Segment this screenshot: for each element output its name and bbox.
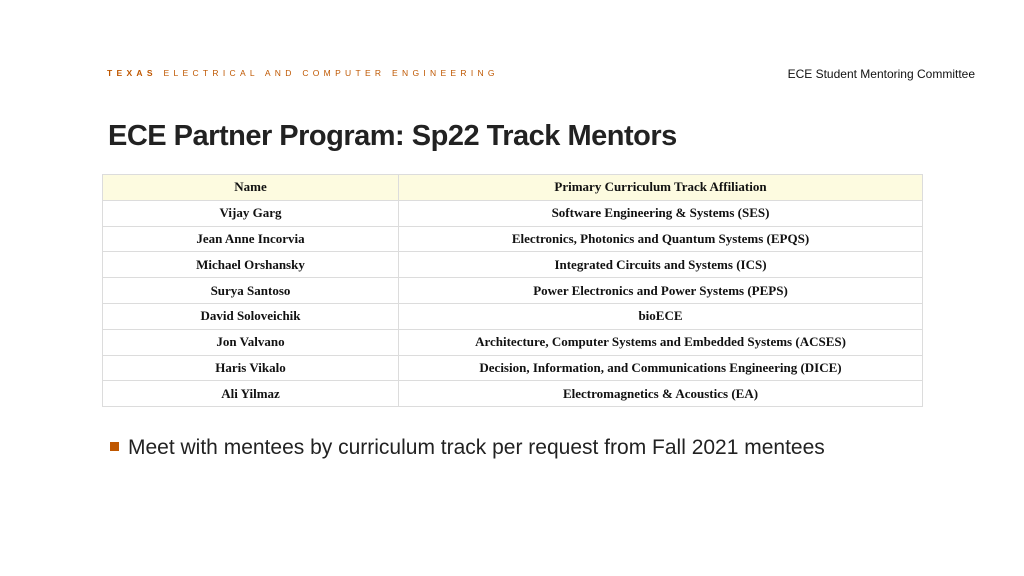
mentor-track: Software Engineering & Systems (SES): [399, 200, 923, 226]
mentor-track: Electronics, Photonics and Quantum Systems (EPQS): [399, 226, 923, 252]
table-row: [103, 252, 923, 278]
mentor-track: Architecture, Computer Systems and Embedded Systems (ACSES): [399, 329, 923, 355]
table-row: [103, 381, 923, 407]
mentor-track: Decision, Information, and Communications Engineering (DICE): [399, 355, 923, 381]
table-row: [103, 200, 923, 226]
mentor-name: Jean Anne Incorvia: [103, 226, 399, 252]
brand-department: ELECTRICAL AND COMPUTER ENGINEERING: [163, 68, 499, 78]
table-row: [103, 303, 923, 329]
bullet-square-icon: [110, 442, 119, 451]
mentor-track: Power Electronics and Power Systems (PEPS): [399, 278, 923, 304]
mentor-name: Surya Santoso: [103, 278, 399, 304]
bullet-point: [110, 436, 825, 460]
mentor-name: Vijay Garg: [103, 200, 399, 226]
committee-label: ECE Student Mentoring Committee: [787, 67, 975, 81]
table-row: [103, 355, 923, 381]
bullet-text: Meet with mentees by curriculum track per request from Fall 2021 mentees: [128, 436, 825, 459]
table-row: [103, 226, 923, 252]
mentor-name: Michael Orshansky: [103, 252, 399, 278]
department-wordmark: [107, 68, 499, 78]
column-header-track: Primary Curriculum Track Affiliation: [399, 175, 923, 201]
column-header-name: Name: [103, 175, 399, 201]
slide-title: ECE Partner Program: Sp22 Track Mentors: [108, 120, 677, 152]
mentor-name: Jon Valvano: [103, 329, 399, 355]
mentor-track: Integrated Circuits and Systems (ICS): [399, 252, 923, 278]
mentor-name: David Soloveichik: [103, 303, 399, 329]
brand-texas: TEXAS: [107, 68, 157, 78]
table-row: [103, 278, 923, 304]
mentor-track: Electromagnetics & Acoustics (EA): [399, 381, 923, 407]
table-header-row: [103, 175, 923, 201]
mentors-table: [102, 174, 923, 407]
table-row: [103, 329, 923, 355]
mentor-name: Ali Yilmaz: [103, 381, 399, 407]
mentor-track: bioECE: [399, 303, 923, 329]
mentor-name: Haris Vikalo: [103, 355, 399, 381]
